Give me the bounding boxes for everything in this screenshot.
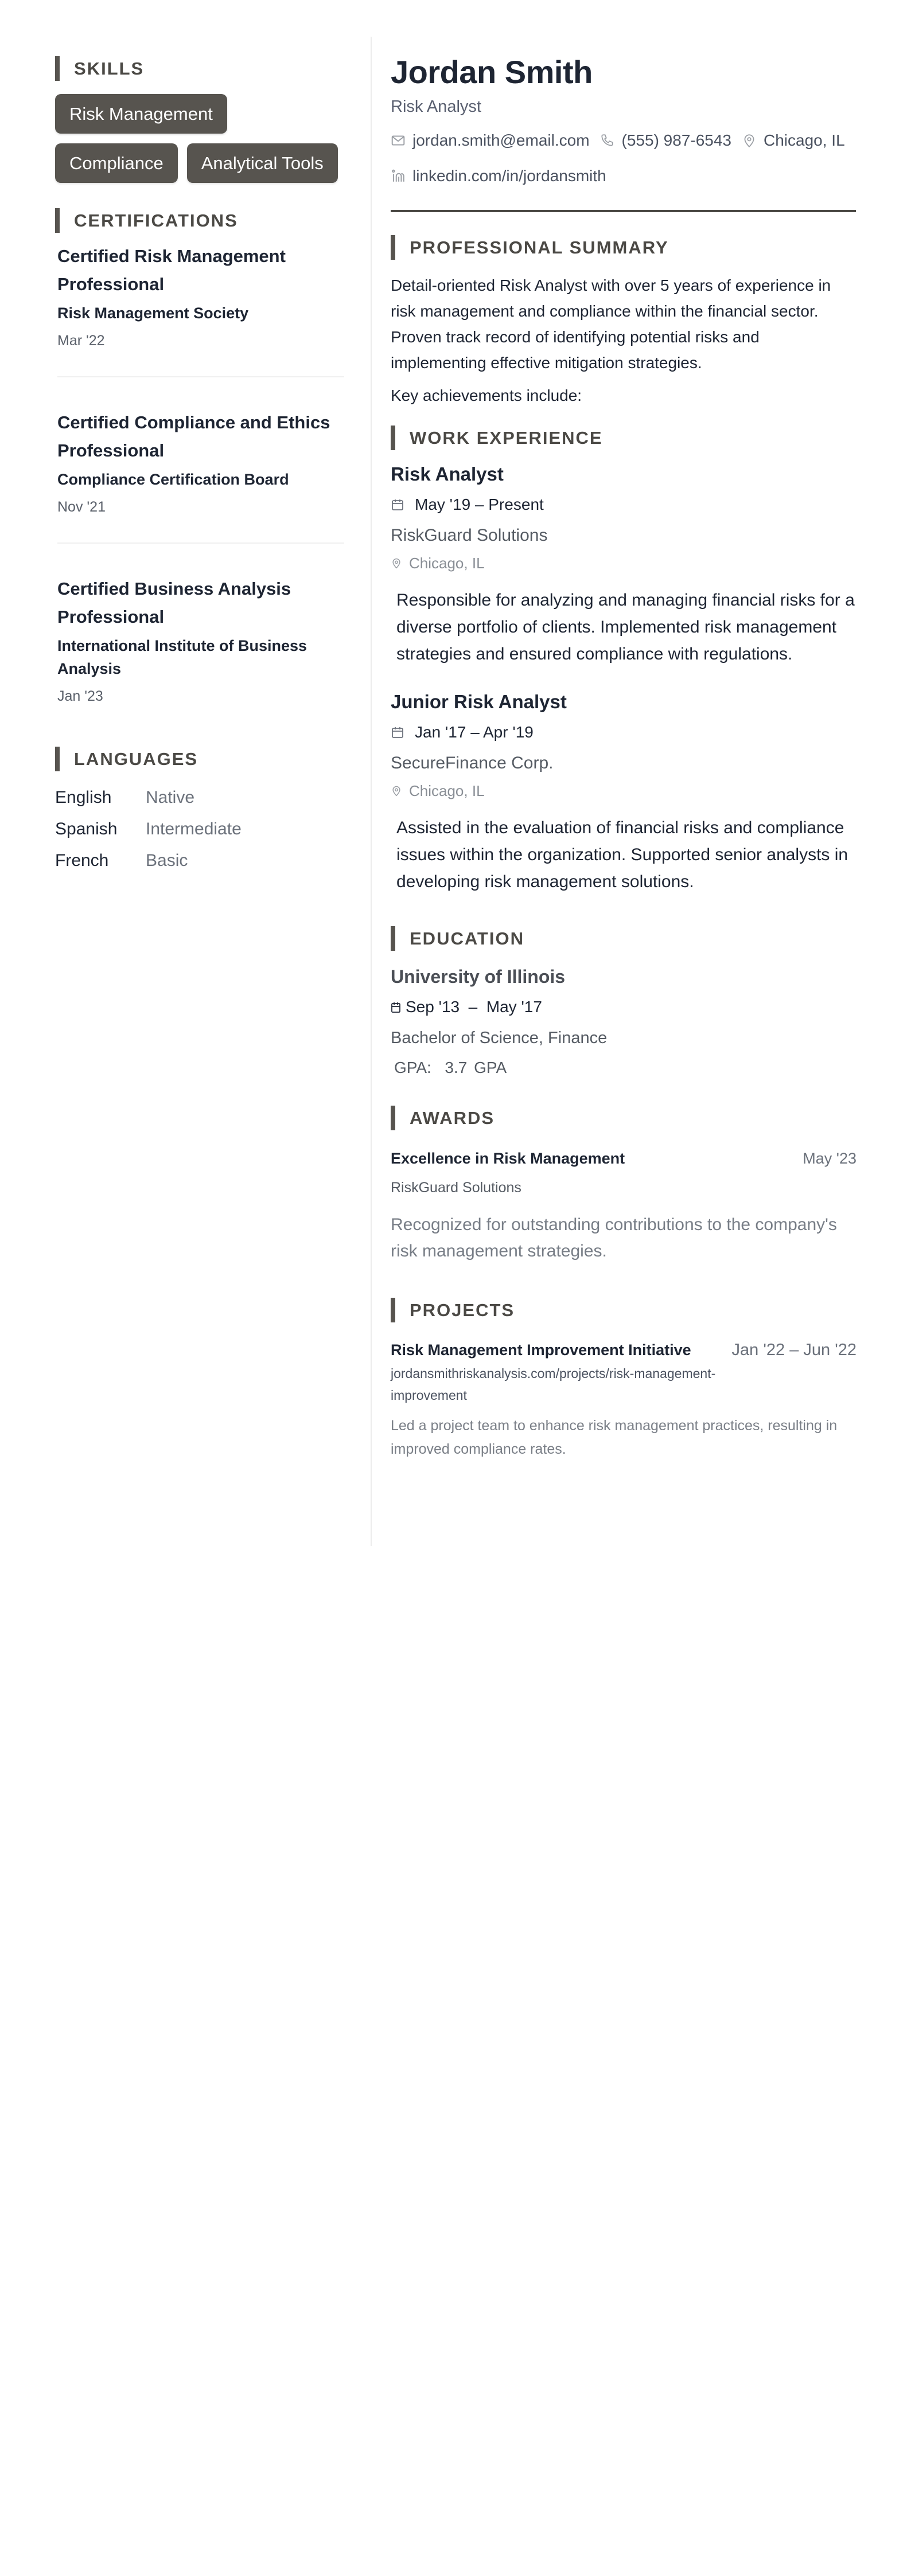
- sidebar: [55, 56, 353, 876]
- skill-chip: Compliance: [55, 143, 178, 183]
- award-issuer: RiskGuard Solutions: [391, 1180, 521, 1196]
- summary-text: Detail-oriented Risk Analyst with over 5 years of experience in risk management and compliance within the financial sector. Proven track record of identifying potential risks and implementing effective mitigation strategies.: [391, 276, 831, 372]
- map-pin-icon: [742, 133, 757, 148]
- section-heading-certifications: CERTIFICATIONS: [55, 208, 353, 233]
- certification-title: Certified Risk Management Professional: [57, 246, 286, 294]
- section-heading-languages: LANGUAGES: [55, 747, 353, 771]
- section-heading-work-experience: WORK EXPERIENCE: [391, 426, 857, 450]
- summary-body: [391, 272, 855, 408]
- awards-section: [391, 1106, 857, 1264]
- job-company: SecureFinance Corp.: [391, 754, 554, 772]
- certification-issuer: Risk Management Society: [57, 305, 249, 322]
- certification-item: [55, 408, 353, 517]
- certifications-list: [55, 242, 353, 707]
- certification-date: Nov '21: [57, 499, 106, 515]
- job-description: Assisted in the evaluation of financial risks and compliance issues within the organization. Supported senior analysts in developing risk management solutions.: [396, 818, 848, 891]
- skills-list: [55, 94, 353, 183]
- divider: [57, 376, 344, 377]
- map-pin-icon: [391, 783, 402, 798]
- certification-title: Certified Business Analysis Professional: [57, 579, 291, 627]
- heading-accent-bar: [55, 208, 60, 233]
- heading-accent-bar: [55, 56, 60, 81]
- certification-date: Jan '23: [57, 688, 103, 704]
- main-content: [391, 55, 857, 1461]
- job-dates: Jan '17 – Apr '19: [391, 718, 857, 747]
- job-title: Junior Risk Analyst: [391, 691, 567, 712]
- skills-section: [55, 56, 353, 183]
- phone-icon: [600, 133, 615, 148]
- award-title: Excellence in Risk Management: [391, 1150, 625, 1167]
- section-heading-education: EDUCATION: [391, 926, 857, 951]
- language-name: English: [55, 787, 112, 807]
- work-experience-section: [391, 426, 857, 895]
- section-heading-awards: AWARDS: [391, 1106, 857, 1130]
- mail-icon: [391, 133, 406, 148]
- certification-title: Certified Compliance and Ethics Professional: [57, 412, 330, 460]
- job-dates: May '19 – Present: [391, 490, 857, 519]
- section-heading-projects: PROJECTS: [391, 1298, 857, 1322]
- map-pin-icon: [391, 556, 402, 571]
- contact-linkedin[interactable]: linkedin.com/in/jordansmith: [391, 164, 606, 188]
- language-level: Intermediate: [146, 819, 242, 838]
- heading-accent-bar: [391, 235, 395, 260]
- contact-email[interactable]: jordan.smith@email.com: [391, 128, 590, 153]
- resume-header: [391, 55, 857, 212]
- language-row: [55, 813, 353, 845]
- education-degree: Bachelor of Science, Finance: [391, 1029, 608, 1047]
- contact-location: Chicago, IL: [742, 128, 845, 153]
- language-level: Native: [146, 787, 195, 807]
- language-row: [55, 845, 353, 876]
- languages-section: [55, 747, 353, 876]
- education-section: [391, 926, 857, 1083]
- award-item: [391, 1146, 857, 1264]
- certification-item: [55, 575, 353, 707]
- contact-phone[interactable]: (555) 987-6543: [600, 128, 731, 153]
- job-location: Chicago, IL: [391, 550, 857, 576]
- job-location: Chicago, IL: [391, 778, 857, 804]
- header-divider: [391, 210, 856, 212]
- project-link[interactable]: jordansmithriskanalysis.com/projects/risk-management-improvement: [391, 1366, 716, 1403]
- language-level: Basic: [146, 850, 188, 870]
- award-description: Recognized for outstanding contributions to the company's risk management strategies.: [391, 1215, 837, 1260]
- job-description: Responsible for analyzing and managing financial risks for a diverse portfolio of clients. Implemented risk management strategies and ensured compliance with regulations.: [396, 591, 855, 663]
- project-item: [391, 1338, 857, 1461]
- language-row: [55, 782, 353, 813]
- summary-section: [391, 235, 857, 408]
- job-company: RiskGuard Solutions: [391, 526, 548, 545]
- certification-item: [55, 242, 353, 351]
- education-dates: Sep '13 – May '17: [391, 992, 857, 1022]
- project-description: Led a project team to enhance risk management practices, resulting in improved compliance rates.: [391, 1418, 838, 1457]
- heading-accent-bar: [391, 1106, 395, 1130]
- contact-info: [391, 128, 857, 188]
- certification-date: Mar '22: [57, 333, 105, 349]
- skill-chip: Risk Management: [55, 94, 227, 134]
- calendar-icon: [391, 497, 404, 512]
- heading-accent-bar: [391, 926, 395, 951]
- calendar-icon: [391, 1000, 401, 1014]
- candidate-name: Jordan Smith: [391, 54, 593, 90]
- job-entry: [391, 462, 857, 668]
- column-separator: [371, 37, 372, 1546]
- skill-chip: Analytical Tools: [187, 143, 338, 183]
- language-name: Spanish: [55, 819, 118, 838]
- job-title: Risk Analyst: [391, 463, 504, 485]
- heading-accent-bar: [55, 747, 60, 771]
- language-name: French: [55, 850, 109, 870]
- achievements-label: Key achievements include:: [391, 387, 582, 404]
- education-school: University of Illinois: [391, 966, 566, 987]
- project-title: Risk Management Improvement Initiative: [391, 1341, 691, 1359]
- section-heading-summary: PROFESSIONAL SUMMARY: [391, 235, 857, 260]
- certification-issuer: Compliance Certification Board: [57, 471, 289, 488]
- certification-issuer: International Institute of Business Analysis: [57, 637, 307, 677]
- calendar-icon: [391, 725, 404, 740]
- heading-accent-bar: [391, 426, 395, 450]
- divider: [57, 542, 344, 544]
- languages-list: [55, 782, 353, 876]
- award-date: May '23: [803, 1150, 857, 1167]
- candidate-title: Risk Analyst: [391, 97, 481, 116]
- heading-accent-bar: [391, 1298, 395, 1322]
- project-dates: Jan '22 – Jun '22: [731, 1341, 857, 1359]
- education-gpa: GPA: 3.7 GPA: [394, 1059, 507, 1076]
- linkedin-icon: [391, 169, 406, 184]
- projects-section: [391, 1298, 857, 1461]
- job-entry: [391, 689, 857, 895]
- section-heading-skills: SKILLS: [55, 56, 353, 81]
- certifications-section: [55, 208, 353, 707]
